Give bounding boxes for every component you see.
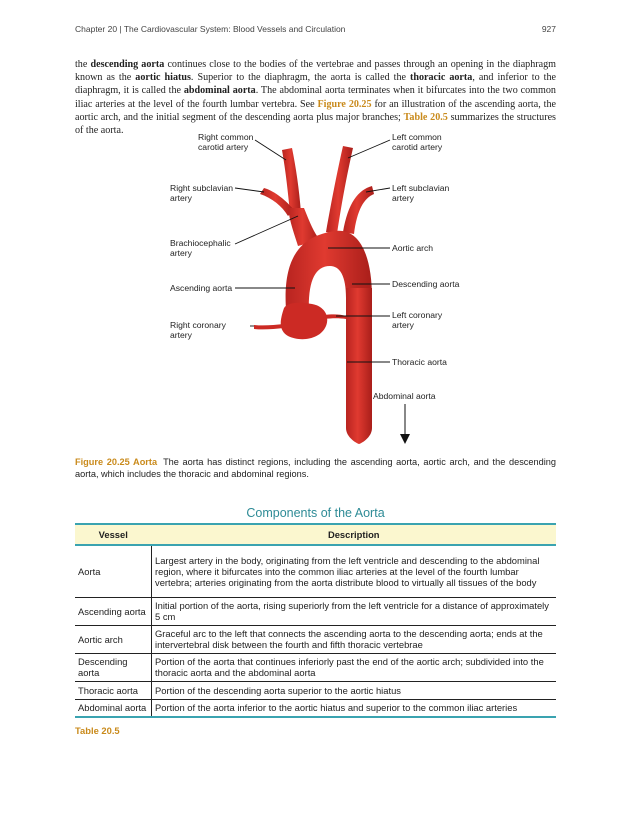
left-coronary-vessel — [324, 314, 346, 319]
vessel-cell: Aorta — [75, 545, 152, 597]
body-text: continues close to the bodies of the vertebrae and passes through an opening in the diaphragm known as the — [75, 59, 557, 84]
label-abdominal-aorta: Abdominal aorta — [373, 391, 436, 401]
figure-caption — [75, 456, 556, 480]
vessel-cell: Descending aorta — [75, 653, 152, 681]
term-abdominal-aorta: abdominal aorta — [183, 85, 256, 97]
right-coronary-vessel — [254, 324, 284, 329]
aorta-vessels — [254, 146, 374, 444]
table-row — [75, 653, 556, 681]
table-title: Components of the Aorta — [246, 506, 385, 520]
page-number: 927 — [541, 24, 556, 34]
table-row — [75, 625, 556, 653]
term-thoracic-aorta: thoracic aorta — [410, 72, 473, 84]
label-right-subclavian: Right subclavian artery — [170, 183, 234, 204]
description-cell: Largest artery in the body, originating from the left ventricle and descending to the abdominal region, where it bifurcates into the common iliac arteries at the level of the fourth lumbar vertebra; arteries originating from the aorta distribute blood to virtually all tissues of the body — [152, 545, 557, 597]
table-link[interactable]: Table 20.5 — [403, 111, 448, 123]
body-text: the — [75, 59, 91, 70]
table-row — [75, 699, 556, 717]
column-header-description: Description — [152, 524, 557, 545]
table-header-row — [75, 524, 556, 545]
aorta-figure — [160, 128, 480, 448]
column-header-vessel: Vessel — [75, 524, 152, 545]
description-cell: Portion of the aorta that continues inferiorly past the end of the aortic arch; subdivided into the thoracic aorta and the abdominal aorta — [152, 653, 557, 681]
label-descending-aorta: Descending aorta — [392, 279, 460, 289]
downward-arrow-head — [400, 434, 410, 444]
description-cell: Graceful arc to the left that connects the ascending aorta to the descending aorta; ends at the intervertebral disk between the fourth and fifth thoracic vertebrae — [152, 625, 557, 653]
term-descending-aorta: descending aorta — [90, 59, 165, 70]
body-text: summarizes the structures of the aorta. — [75, 111, 556, 137]
label-left-common-carotid: Left common carotid artery — [392, 132, 443, 153]
table-row — [75, 681, 556, 699]
label-left-subclavian: Left subclavian artery — [392, 183, 450, 204]
aortic-root-vessel — [281, 303, 328, 339]
label-left-coronary: Left coronary artery — [392, 310, 443, 331]
label-thoracic-aorta: Thoracic aorta — [392, 357, 447, 367]
body-paragraph — [75, 58, 556, 137]
figure-link[interactable]: Figure 20.25 — [317, 98, 372, 110]
vessel-cell: Abdominal aorta — [75, 699, 152, 717]
table-row — [75, 597, 556, 625]
term-aortic-hiatus: aortic hiatus — [135, 72, 191, 84]
description-cell: Portion of the descending aorta superior to the aortic hiatus — [152, 681, 557, 699]
vessel-cell: Ascending aorta — [75, 597, 152, 625]
table-row — [75, 545, 556, 597]
label-right-common-carotid: Right common carotid artery — [198, 132, 254, 153]
figure-caption-text: The aorta has distinct regions, including the ascending aorta, aortic arch, and the descending aorta, which includes the thoracic and abdominal regions. — [75, 457, 556, 480]
label-ascending-aorta: Ascending aorta — [170, 283, 233, 293]
aorta-components-table — [75, 523, 556, 718]
body-text: for an illustration of the ascending aorta, the aortic arch, and the initial segment of the descending aorta plus major branches; — [75, 98, 556, 123]
left-subclavian-vessel — [343, 186, 374, 234]
table-label: Table 20.5 — [75, 725, 120, 736]
vessel-cell: Aortic arch — [75, 625, 152, 653]
body-text: . The abdominal aorta terminates when it bifurcates into the two common iliac arteries at the level of the fourth lumbar vertebra. See — [75, 85, 556, 110]
descending-aorta-vessel — [346, 288, 372, 444]
description-cell: Initial portion of the aorta, rising superiorly from the left ventricle for a distance of approximately 5 cm — [152, 597, 557, 625]
vessel-cell: Thoracic aorta — [75, 681, 152, 699]
running-head: Chapter 20 | The Cardiovascular System: Blood Vessels and Circulation — [75, 24, 346, 34]
description-cell: Portion of the aorta inferior to the aortic hiatus and superior to the common iliac arteries — [152, 699, 557, 717]
label-right-coronary: Right coronary artery — [170, 320, 226, 341]
label-brachiocephalic: Brachiocephalic artery — [170, 238, 231, 259]
label-aortic-arch: Aortic arch — [392, 243, 434, 253]
body-text: . Superior to the diaphragm, the aorta is called the — [190, 72, 410, 84]
figure-caption-label: Figure 20.25 Aorta — [75, 457, 158, 467]
body-text: , and inferior to the diaphragm, it is called the — [75, 72, 556, 97]
